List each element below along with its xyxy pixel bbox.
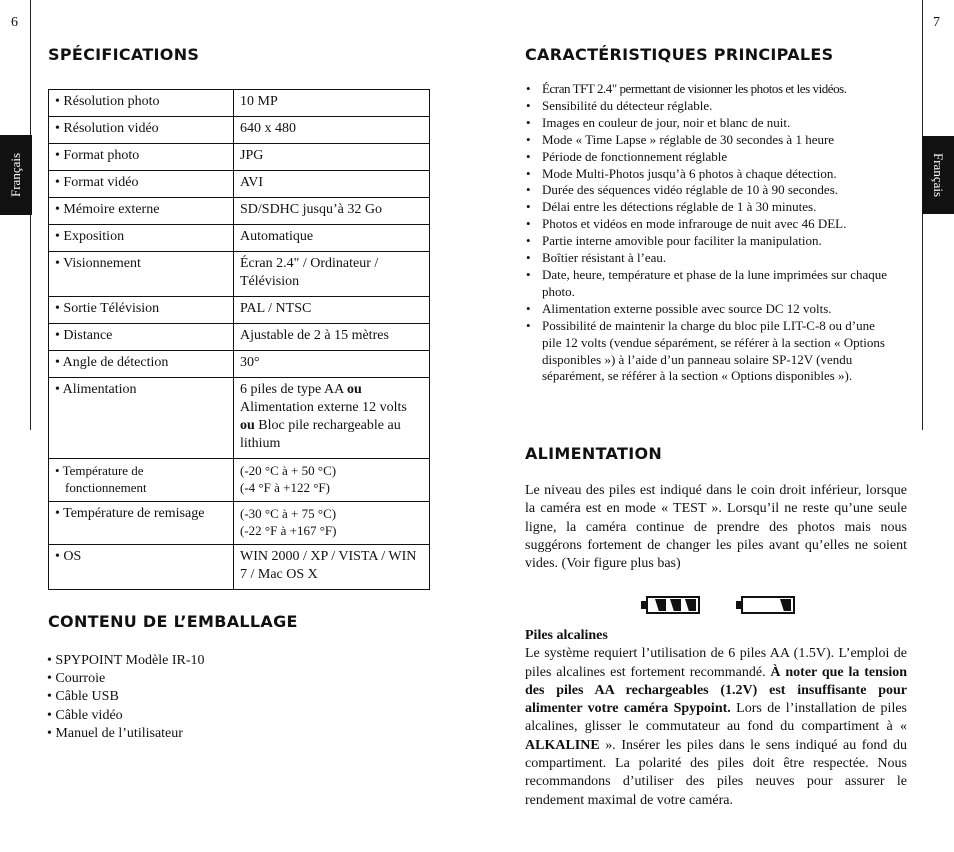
table-row bbox=[49, 545, 430, 590]
table-row bbox=[49, 324, 430, 351]
list-item: • Manuel de l’utilisateur bbox=[47, 725, 183, 741]
spec-value: (-20 °C à + 50 °C) (-4 °F à +122 °F) bbox=[234, 459, 430, 502]
package-contents-heading: CONTENU DE L’EMBALLAGE bbox=[48, 612, 298, 631]
spec-label: • Résolution photo bbox=[49, 90, 234, 117]
spec-value: PAL / NTSC bbox=[234, 297, 430, 324]
table-row bbox=[49, 198, 430, 225]
spec-value: SD/SDHC jusqu’à 32 Go bbox=[234, 198, 430, 225]
spec-label: • Distance bbox=[49, 324, 234, 351]
list-item: • Images en couleur de jour, noir et blanc de nuit. bbox=[526, 115, 896, 132]
package-contents-list bbox=[47, 652, 204, 743]
spec-label: • Angle de détection bbox=[49, 351, 234, 378]
power-heading: ALIMENTATION bbox=[525, 444, 663, 463]
list-item: • Photos et vidéos en mode infrarouge de nuit avec 46 DEL. bbox=[526, 216, 896, 233]
table-row bbox=[49, 171, 430, 198]
spec-value: 10 MP bbox=[234, 90, 430, 117]
spec-value: 30° bbox=[234, 351, 430, 378]
spec-label: • Température de fonctionnement bbox=[49, 459, 234, 502]
spec-label: • Exposition bbox=[49, 225, 234, 252]
spec-value: WIN 2000 / XP / VISTA / WIN 7 / Mac OS X bbox=[234, 545, 430, 590]
table-row bbox=[49, 378, 430, 459]
specifications-heading: SPÉCIFICATIONS bbox=[48, 45, 200, 64]
table-row bbox=[49, 297, 430, 324]
list-item: • Période de fonctionnement réglable bbox=[526, 149, 896, 166]
language-tab-right: Français bbox=[922, 136, 954, 214]
list-item: • Mode « Time Lapse » réglable de 30 secondes à 1 heure bbox=[526, 132, 896, 149]
page-number-left: 6 bbox=[11, 15, 18, 30]
list-item: • Partie interne amovible pour faciliter la manipulation. bbox=[526, 233, 896, 250]
list-item: • Câble USB bbox=[47, 689, 119, 705]
table-row bbox=[49, 144, 430, 171]
language-tab-left: Français bbox=[0, 135, 32, 215]
list-item: • Câble vidéo bbox=[47, 707, 123, 723]
specifications-table bbox=[48, 89, 430, 590]
list-item: • Courroie bbox=[47, 671, 106, 687]
list-item: • Délai entre les détections réglable de 1 à 30 minutes. bbox=[526, 199, 896, 216]
spec-value: JPG bbox=[234, 144, 430, 171]
left-margin-line bbox=[30, 0, 31, 430]
list-item: • Boîtier résistant à l’eau. bbox=[526, 250, 896, 267]
spec-label: • Format photo bbox=[49, 144, 234, 171]
spec-value: 640 x 480 bbox=[234, 117, 430, 144]
battery-low-icon bbox=[736, 596, 794, 614]
spec-value: Ajustable de 2 à 15 mètres bbox=[234, 324, 430, 351]
battery-bar bbox=[685, 599, 696, 611]
spec-label: • OS bbox=[49, 545, 234, 590]
list-item: • SPYPOINT Modèle IR-10 bbox=[47, 653, 205, 668]
battery-bar bbox=[780, 599, 791, 611]
features-list bbox=[526, 81, 896, 385]
spec-label: • Format vidéo bbox=[49, 171, 234, 198]
battery-bar bbox=[655, 599, 666, 611]
table-row bbox=[49, 90, 430, 117]
spec-label: • Visionnement bbox=[49, 252, 234, 297]
table-row bbox=[49, 252, 430, 297]
spec-label: • Sortie Télévision bbox=[49, 297, 234, 324]
right-margin-line bbox=[922, 0, 923, 430]
spec-value: AVI bbox=[234, 171, 430, 198]
spec-value: 6 piles de type AA ou Alimentation externe 12 volts ou Bloc pile rechargeable au lithium bbox=[234, 378, 430, 459]
spec-label: • Résolution vidéo bbox=[49, 117, 234, 144]
spec-value: Automatique bbox=[234, 225, 430, 252]
battery-full-icon bbox=[641, 596, 699, 614]
table-row bbox=[49, 117, 430, 144]
features-heading: CARACTÉRISTIQUES PRINCIPALES bbox=[525, 45, 834, 64]
spec-label: • Mémoire externe bbox=[49, 198, 234, 225]
battery-level-paragraph: Le niveau des piles est indiqué dans le coin droit inférieur, lorsque la caméra est en mode « TEST ». Lorsqu’il ne reste qu’une seule ligne, la caméra continue de prendre des photos mais nous suggérons fortement de changer les piles avant qu’elles ne soient vides. (Voir figure plus bas) bbox=[525, 483, 907, 572]
table-row bbox=[49, 459, 430, 502]
list-item: • Sensibilité du détecteur réglable. bbox=[526, 98, 896, 115]
list-item: • Alimentation externe possible avec source DC 12 volts. bbox=[526, 301, 896, 318]
page-number-right: 7 bbox=[933, 15, 940, 30]
table-row bbox=[49, 225, 430, 252]
table-row bbox=[49, 351, 430, 378]
spec-label: • Température de remisage bbox=[49, 502, 234, 545]
list-item: • Écran TFT 2.4" permettant de visionner les photos et les vidéos. bbox=[526, 81, 896, 98]
list-item: • Date, heure, température et phase de la lune imprimées sur chaque photo. bbox=[526, 267, 896, 301]
list-item: • Possibilité de maintenir la charge du bloc pile LIT-C-8 ou d’une pile 12 volts (vendue séparément, se référer à la section « Options disponibles ») à l’aide d’un panneau solaire SP-12V (vendu séparément, se référer à la section « Options disponibles »). bbox=[526, 318, 896, 386]
table-row bbox=[49, 502, 430, 545]
battery-bar bbox=[670, 599, 681, 611]
alkaline-title: Piles alcalines bbox=[525, 628, 608, 643]
list-item: • Durée des séquences vidéo réglable de 10 à 90 secondes. bbox=[526, 182, 896, 199]
list-item: • Mode Multi-Photos jusqu’à 6 photos à chaque détection. bbox=[526, 166, 896, 183]
alkaline-batteries-section: Piles alcalines Le système requiert l’utilisation de 6 piles AA (1.5V). L’emploi de piles alcalines est fortement recommandé. À noter que la tension des piles AA rechargeables (1.2V) est insuffisante pour alimenter votre caméra Spypoint. Lors de l’installation de piles alcalines, glisser le commutateur au fond du compartiment à « ALKALINE ». Insérer les piles dans le sens indiqué au fond du compartiment. La polarité des piles doit être respectée. Nous recommandons d’utiliser des piles neuves pour assurer le rendement maximal de votre caméra. bbox=[525, 628, 908, 808]
spec-label: • Alimentation bbox=[49, 378, 234, 459]
spec-value: Écran 2.4" / Ordinateur / Télévision bbox=[234, 252, 430, 297]
spec-value: (-30 °C à + 75 °C) (-22 °F à +167 °F) bbox=[234, 502, 430, 545]
